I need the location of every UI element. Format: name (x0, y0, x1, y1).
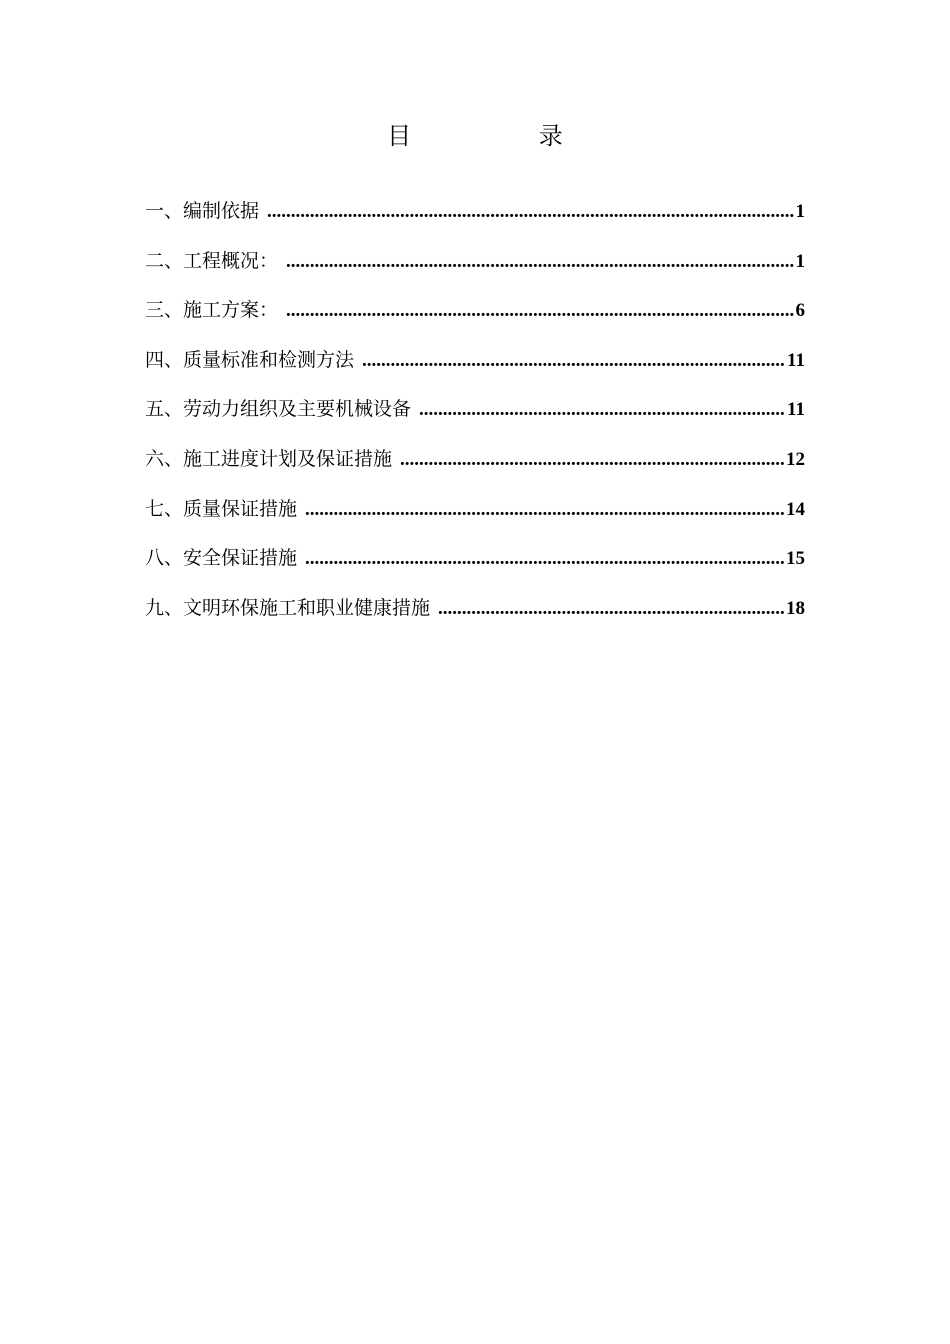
toc-entry-page: 6 (795, 300, 805, 322)
toc-entry-label: 七、质量保证措施 (145, 497, 298, 520)
toc-entry-label: 三、施工方案： (145, 299, 279, 322)
toc-entry-label: 二、工程概况： (145, 249, 279, 272)
toc-entry-page: 18 (786, 597, 805, 619)
toc-dot-leader (362, 344, 785, 378)
toc-entry-label: 九、文明环保施工和职业健康措施 (145, 596, 431, 619)
toc-entry-label: 八、安全保证措施 (145, 547, 298, 570)
toc-entry-page: 11 (787, 399, 805, 421)
toc-entry[interactable] (145, 194, 805, 244)
toc-entry-label: 五、劳动力组织及主要机械设备 (145, 398, 412, 421)
toc-entry[interactable] (145, 541, 805, 591)
toc-entry[interactable] (145, 293, 805, 343)
toc-entry-label: 六、施工进度计划及保证措施 (145, 447, 393, 470)
toc-entry[interactable] (145, 492, 805, 542)
toc-entry-page: 1 (795, 250, 805, 272)
toc-dot-leader (286, 245, 793, 279)
toc-entry-page: 12 (786, 448, 805, 470)
toc-title: 目 录 (387, 122, 623, 150)
toc-entry-page: 15 (786, 548, 805, 570)
toc-entry-page: 14 (786, 498, 805, 520)
toc-entry[interactable] (145, 244, 805, 294)
toc-dot-leader (400, 443, 784, 477)
toc-entry-label: 四、质量标准和检测方法 (145, 348, 355, 371)
toc-entry[interactable] (145, 343, 805, 393)
toc-dot-leader (305, 493, 784, 527)
toc-dot-leader (419, 393, 785, 427)
toc-entry-page: 1 (795, 201, 805, 222)
toc-entry-page: 11 (787, 349, 805, 371)
toc-dot-leader (305, 542, 784, 576)
toc-dot-leader (267, 195, 793, 229)
toc-entry-label: 一、编制依据 (145, 200, 260, 222)
toc-entry[interactable] (145, 591, 805, 641)
toc-dot-leader (286, 294, 793, 328)
toc-dot-leader (438, 592, 784, 626)
toc-entry[interactable] (145, 442, 805, 492)
toc-list (145, 194, 805, 640)
toc-entry[interactable] (145, 392, 805, 442)
